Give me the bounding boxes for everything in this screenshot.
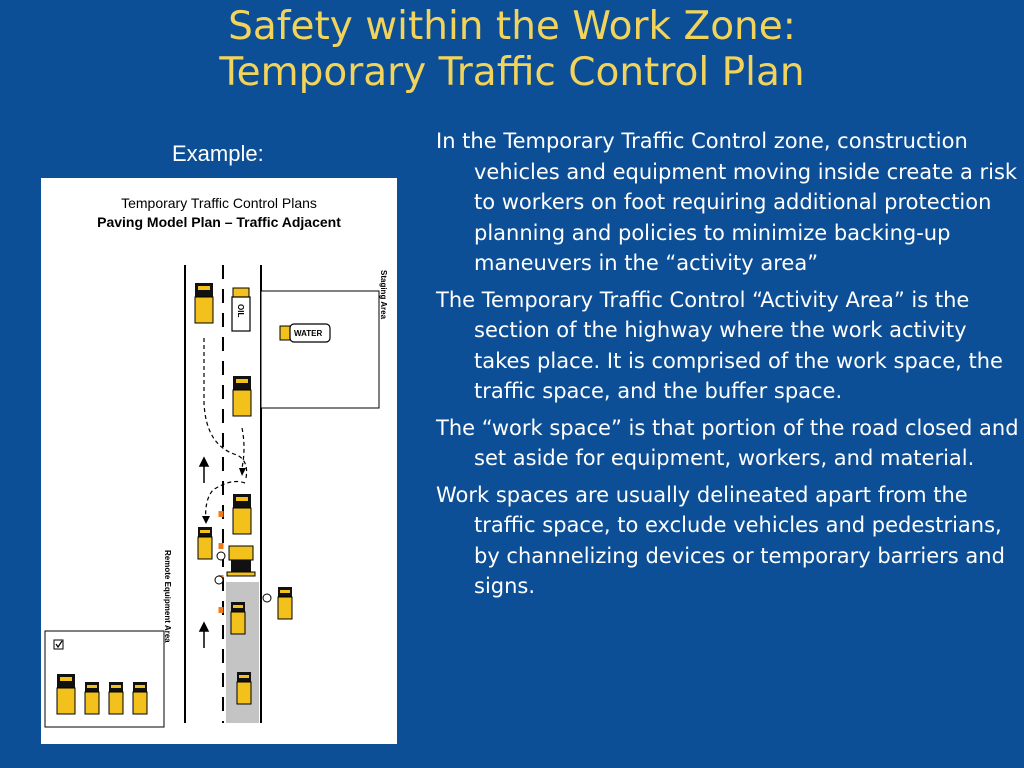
roller-1 [231, 602, 245, 634]
figure-subtitle: Paving Model Plan – Traffic Adjacent [97, 214, 341, 230]
remote-equipment-label: Remote Equipment Area [163, 550, 172, 643]
remote-truck-4 [133, 682, 147, 714]
oil-tanker [232, 288, 250, 331]
travel-arrow-1 [200, 458, 208, 483]
water-truck [280, 324, 330, 342]
paragraph-3: The “work space” is that portion of the road closed and set aside for equipment, workers, and material. [436, 415, 1019, 470]
truck-left-lane-2 [198, 527, 212, 559]
slide-title-line-1: Safety within the Work Zone: [228, 4, 796, 49]
paragraph-2: The Temporary Traffic Control “Activity Area” is the section of the highway where the work activity takes place. It is comprised of the work space, the traffic space, and the buffer space. [436, 287, 1003, 403]
staging-area-box [261, 291, 379, 408]
example-label: Example: [172, 141, 264, 166]
staging-area-label: Staging Area [379, 270, 388, 320]
maneuver-arrowhead-2 [202, 516, 210, 524]
cone-4 [219, 607, 224, 613]
oil-label: OIL [236, 304, 245, 318]
truck-right-lane-2 [233, 494, 251, 534]
paragraph-1: In the Temporary Traffic Control zone, construction vehicles and equipment moving inside create a risk to workers on foot requiring additional protection planning and policies to minimize backing-up maneuvers in the “activity area” [436, 129, 1018, 275]
body-text [436, 126, 1020, 608]
flagger-marker-3 [263, 594, 271, 602]
remote-truck-2 [85, 682, 99, 714]
plan-diagram [41, 178, 397, 744]
remote-truck-1 [57, 674, 75, 714]
traffic-control-plan-figure [41, 178, 397, 744]
flagger-marker-1 [217, 552, 225, 560]
figure-title: Temporary Traffic Control Plans [121, 195, 317, 211]
cone-1 [219, 511, 224, 517]
remote-truck-3 [109, 682, 123, 714]
flagger-marker-2 [215, 576, 223, 584]
truck-right-lane-1 [233, 376, 251, 416]
truck-outside-right [278, 587, 292, 619]
paragraph-4: Work spaces are usually delineated apart from the traffic space, to exclude vehicles and pedestrians, by channelizing devices or temporary barriers and signs. [436, 482, 1005, 598]
water-label: WATER [294, 329, 323, 338]
travel-arrow-2 [200, 623, 208, 648]
truck-left-1 [195, 283, 213, 323]
roller-2 [237, 672, 251, 704]
maneuver-arrowhead-1 [239, 468, 246, 476]
maneuver-path-3 [242, 428, 244, 468]
cone-2 [219, 543, 224, 549]
paver [227, 546, 255, 576]
slide-title [0, 4, 1024, 96]
slide-title-line-2: Temporary Traffic Control Plan [219, 50, 805, 95]
remote-area-sign-icon [54, 640, 63, 649]
